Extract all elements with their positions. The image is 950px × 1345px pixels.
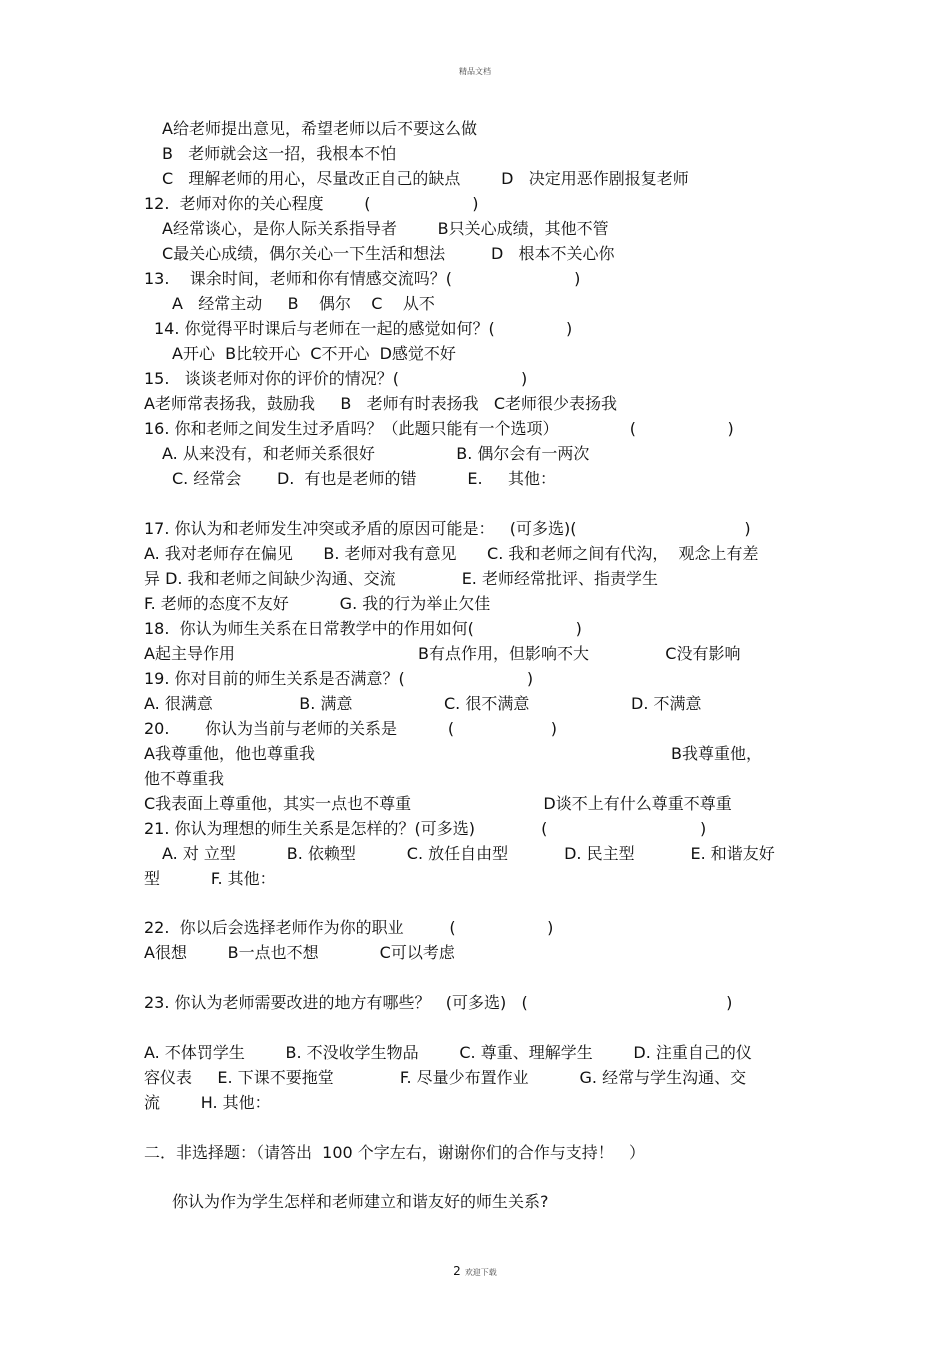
q11-option-a: A给老师提出意见，希望老师以后不要这么做 — [162, 119, 477, 138]
q19-options: A. 很满意 B. 满意 C. 很不满意 D. 不满意 — [144, 694, 702, 713]
q23-options-line3: 流 H. 其他： — [144, 1093, 271, 1112]
page-footer — [0, 1260, 950, 1279]
q13-question: 13. 课余时间，老师和你有情感交流吗？( ) — [144, 269, 581, 288]
q12-options-cd: C最关心成绩，偶尔关心一下生活和想法 D 根本不关心你 — [162, 244, 615, 263]
q17-options-line3: F. 老师的态度不友好 G. 我的行为举止欠佳 — [144, 594, 491, 613]
section-two-heading: 二．非选择题：（请答出 100 个字左右，谢谢你们的合作与支持！ ） — [144, 1143, 646, 1162]
q12-question: 12. 老师对你的关心程度 ( ) — [144, 194, 479, 213]
q20-options-line3: C我表面上尊重他，其实一点也不尊重 D谈不上有什么尊重不尊重 — [144, 794, 732, 813]
q17-options-line2: 异 D. 我和老师之间缺少沟通、交流 E. 老师经常批评、指责学生 — [144, 569, 658, 588]
q19-question: 19. 你对目前的师生关系是否满意？( ) — [144, 669, 534, 688]
q14-options: A开心 B比较开心 C不开心 D感觉不好 — [172, 344, 456, 363]
q16-question: 16. 你和老师之间发生过矛盾吗？（此题只能有一个选项） ( ) — [144, 419, 734, 438]
q13-options: A 经常主动 B 偶尔 C 从不 — [172, 294, 435, 313]
q23-options-line1: A. 不体罚学生 B. 不没收学生物品 C. 尊重、理解学生 D. 注重自己的仪 — [144, 1043, 752, 1062]
q20-options-line1: A我尊重他，他也尊重我 B我尊重他， — [144, 744, 762, 763]
q14-question: 14. 你觉得平时课后与老师在一起的感觉如何？( ) — [154, 319, 573, 338]
q11-option-cd: C 理解老师的用心，尽量改正自己的缺点 D 决定用恶作剧报复老师 — [162, 169, 689, 188]
q12-options-ab: A经常谈心，是你人际关系指导者 B只关心成绩，其他不管 — [162, 219, 609, 238]
q21-question: 21. 你认为理想的师生关系是怎样的？(可多选) ( ) — [144, 819, 707, 838]
q17-options-line1: A. 我对老师存在偏见 B. 老师对我有意见 C. 我和老师之间有代沟， 观念上有差 — [144, 544, 759, 563]
footer-text: 欢迎下载 — [464, 1268, 497, 1277]
page-number: 2 — [453, 1264, 461, 1278]
q18-options: A起主导作用 B有点作用，但影响不大 C没有影响 — [144, 644, 741, 663]
open-question: 你认为作为学生怎样和老师建立和谐友好的师生关系? — [172, 1192, 549, 1211]
q15-options: A老师常表扬我，鼓励我 B 老师有时表扬我 C老师很少表扬我 — [144, 394, 618, 413]
q11-option-b: B 老师就会这一招，我根本不怕 — [162, 144, 397, 163]
q23-question: 23. 你认为老师需要改进的地方有哪些？ (可多选) ( ) — [144, 993, 733, 1012]
q16-options-cde: C. 经常会 D. 有也是老师的错 E. 其他： — [172, 469, 557, 488]
q23-options-line2: 容仪表 E. 下课不要拖堂 F. 尽量少布置作业 G. 经常与学生沟通、交 — [144, 1068, 747, 1087]
q22-question: 22. 你以后会选择老师作为你的职业 ( ) — [144, 918, 554, 937]
q18-question: 18. 你认为师生关系在日常教学中的作用如何( ) — [144, 619, 582, 638]
q20-options-line2: 他不尊重我 — [144, 769, 225, 788]
q21-options-line2: 型 F. 其他： — [144, 869, 276, 888]
q21-options-line1: A. 对 立型 B. 依赖型 C. 放任自由型 D. 民主型 E. 和谐友好 — [162, 844, 775, 863]
q15-question: 15. 谈谈老师对你的评价的情况？( ) — [144, 369, 528, 388]
q22-options: A很想 B一点也不想 C可以考虑 — [144, 943, 455, 962]
q20-question: 20. 你认为当前与老师的关系是 ( ) — [144, 719, 558, 738]
q16-options-ab: A. 从来没有，和老师关系很好 B. 偶尔会有一两次 — [162, 444, 590, 463]
page-header: 精品文档 — [459, 67, 491, 76]
q17-question: 17. 你认为和老师发生冲突或矛盾的原因可能是： (可多选)( ) — [144, 519, 751, 538]
